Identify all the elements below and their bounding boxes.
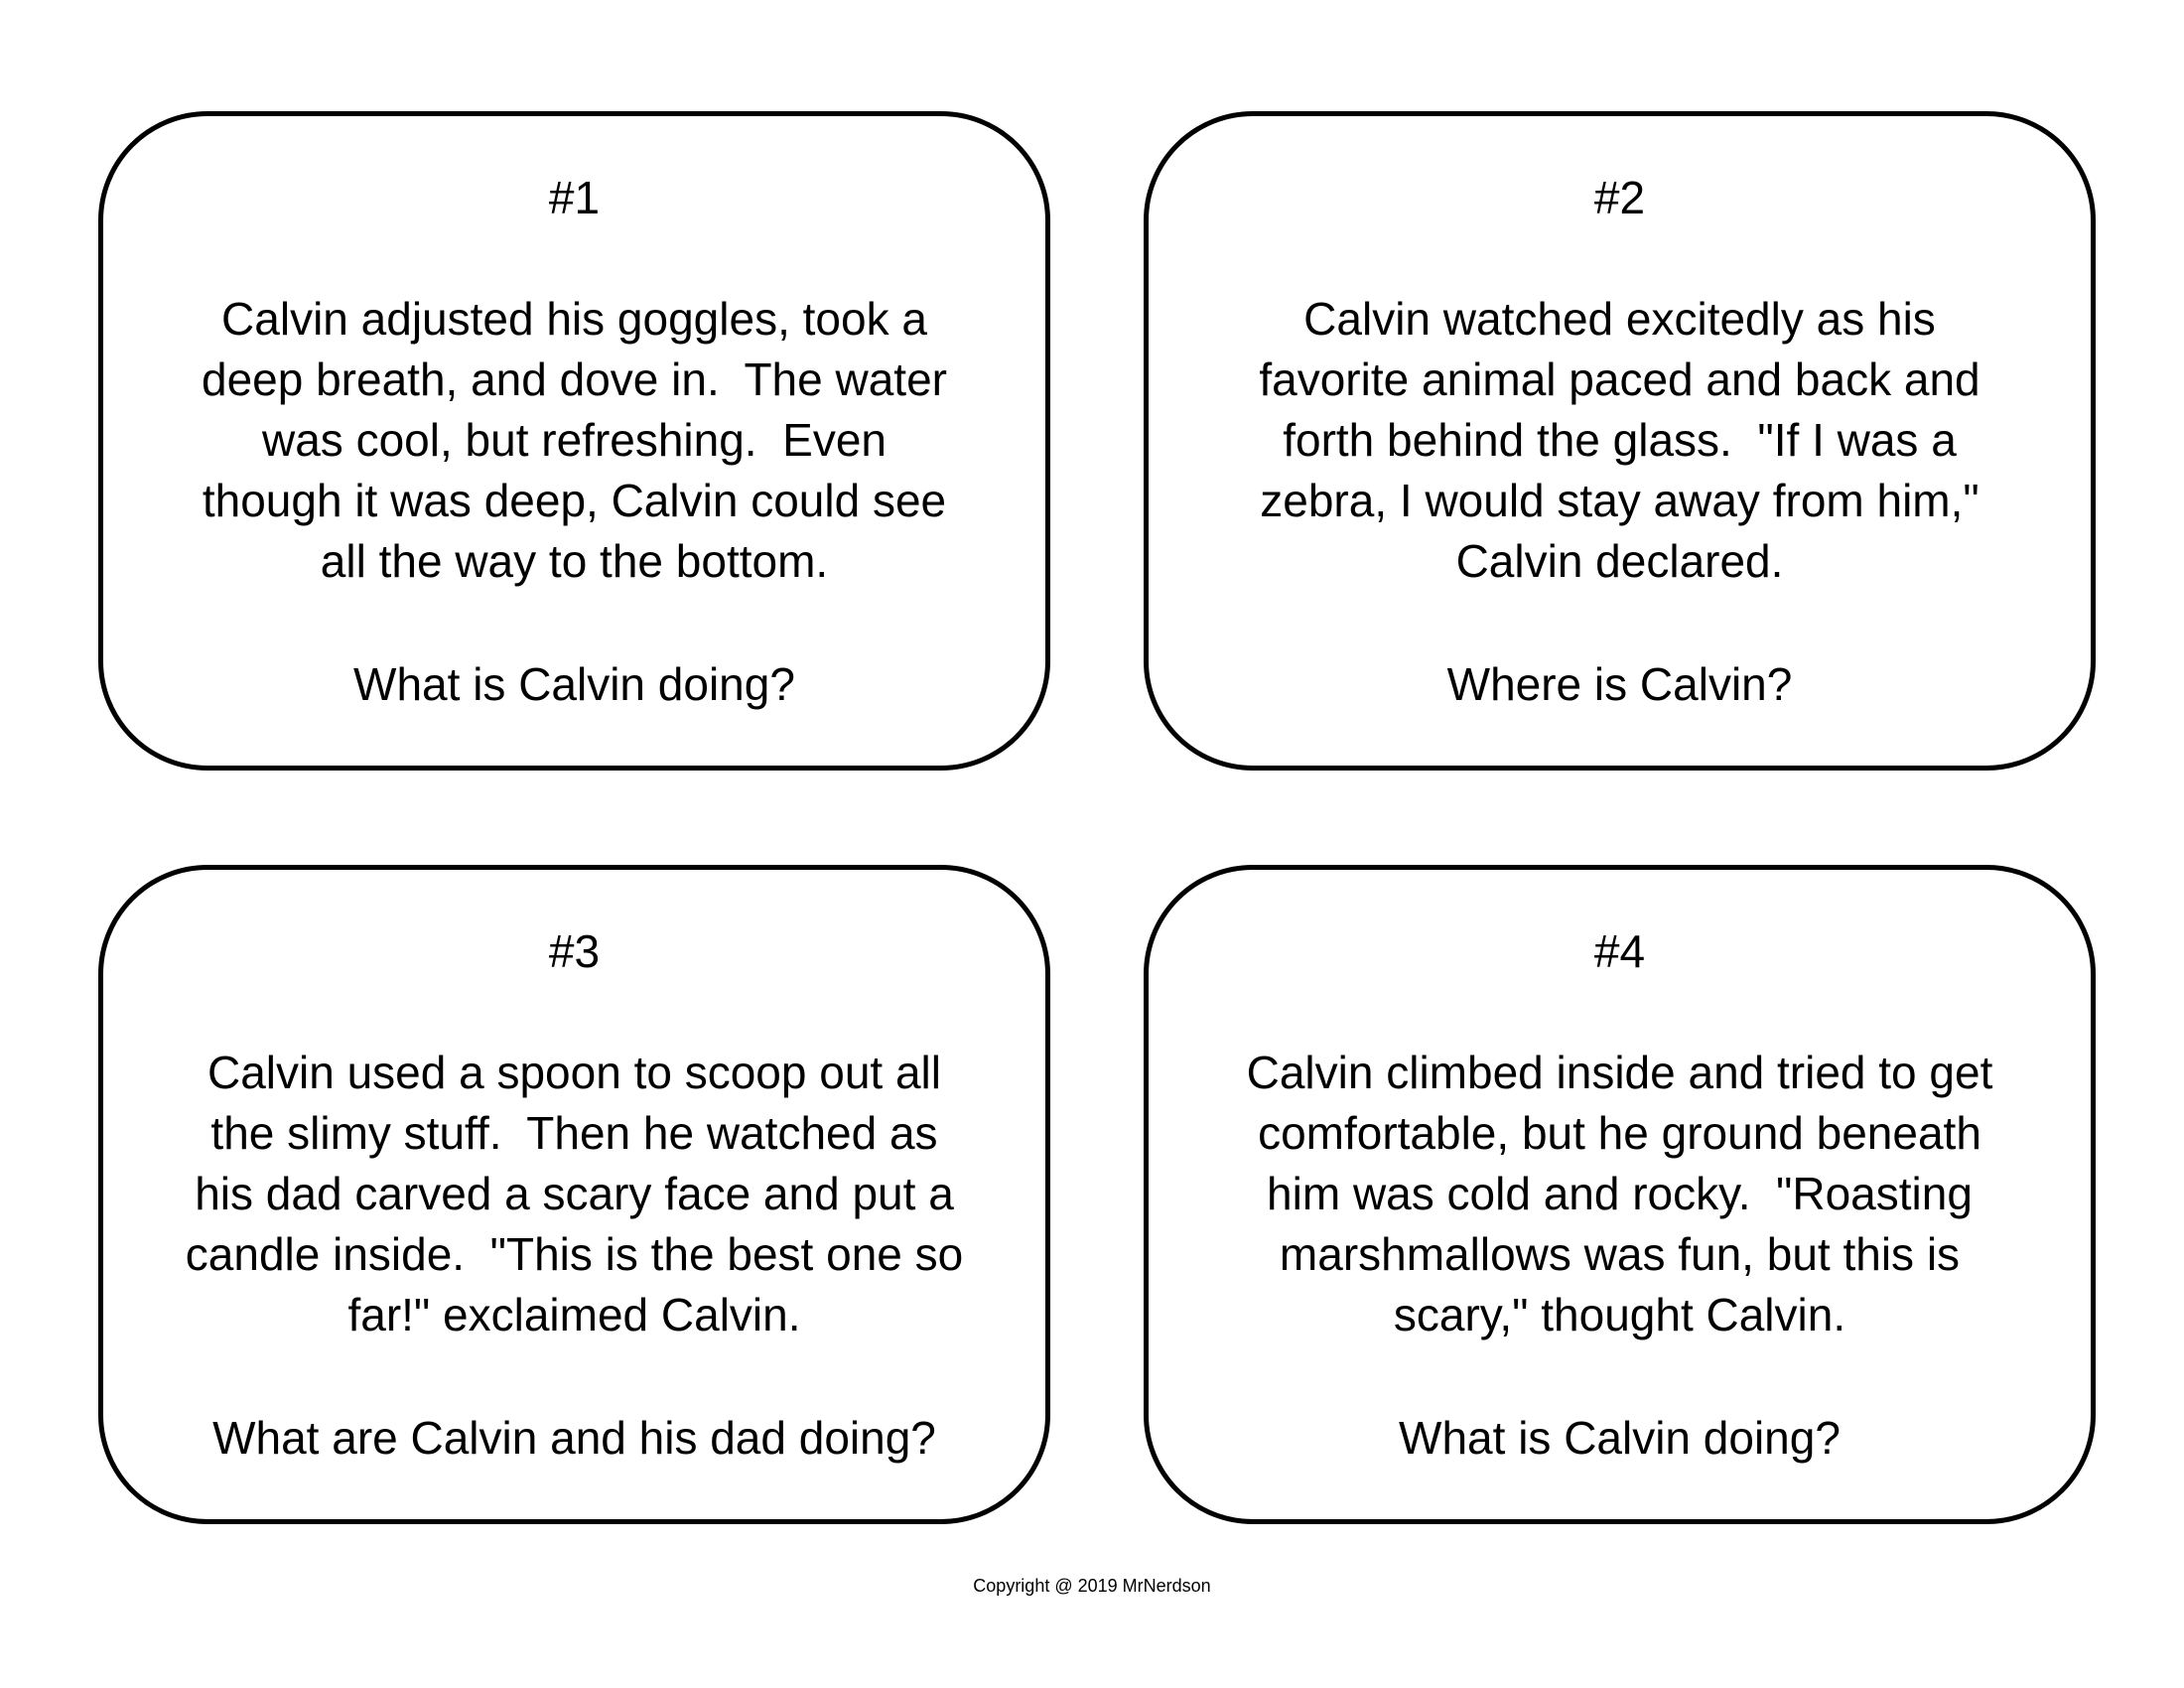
card-passage	[133, 289, 1016, 592]
card-passage	[1178, 289, 2061, 592]
passage-line: deep breath, and dove in. The water	[201, 353, 947, 405]
passage-line: his dad carved a scary face and put a	[195, 1168, 954, 1219]
passage-line: scary," thought Calvin.	[1393, 1289, 1846, 1340]
task-card-3	[98, 865, 1050, 1524]
passage-line: Calvin adjusted his goggles, took a	[221, 293, 927, 345]
passage-line: Calvin declared.	[1455, 535, 1784, 587]
copyright-notice: Copyright @ 2019 MrNerdson	[973, 1576, 1211, 1596]
passage-line: though it was deep, Calvin could see	[202, 475, 947, 526]
card-question: What is Calvin doing?	[1399, 1412, 1841, 1464]
card-number: #2	[1593, 172, 1646, 223]
task-card-1	[98, 111, 1050, 771]
card-passage	[1178, 1043, 2061, 1345]
passage-line: Calvin climbed inside and tried to get	[1246, 1047, 1993, 1098]
passage-line: the slimy stuff. Then he watched as	[210, 1107, 938, 1159]
passage-line: zebra, I would stay away from him,"	[1260, 475, 1979, 526]
passage-line: comfortable, but he ground beneath	[1258, 1107, 1981, 1159]
card-number: #1	[548, 172, 601, 223]
passage-line: far!" exclaimed Calvin.	[347, 1289, 801, 1340]
task-card-2	[1144, 111, 2096, 771]
passage-line: candle inside. "This is the best one so	[185, 1228, 964, 1280]
passage-line: Calvin watched excitedly as his	[1303, 293, 1936, 345]
passage-line: was cool, but refreshing. Even	[262, 414, 887, 466]
card-question: What is Calvin doing?	[353, 658, 795, 710]
card-passage	[133, 1043, 1016, 1345]
passage-line: forth behind the glass. "If I was a	[1283, 414, 1957, 466]
card-question: What are Calvin and his dad doing?	[212, 1412, 936, 1464]
passage-line: him was cold and rocky. "Roasting	[1267, 1168, 1973, 1219]
card-number: #4	[1593, 925, 1646, 977]
card-number: #3	[548, 925, 601, 977]
task-card-4	[1144, 865, 2096, 1524]
passage-line: all the way to the bottom.	[320, 535, 829, 587]
passage-line: Calvin used a spoon to scoop out all	[206, 1047, 942, 1098]
passage-line: favorite animal paced and back and	[1259, 353, 1980, 405]
card-question: Where is Calvin?	[1446, 658, 1793, 710]
passage-line: marshmallows was fun, but this is	[1279, 1228, 1961, 1280]
